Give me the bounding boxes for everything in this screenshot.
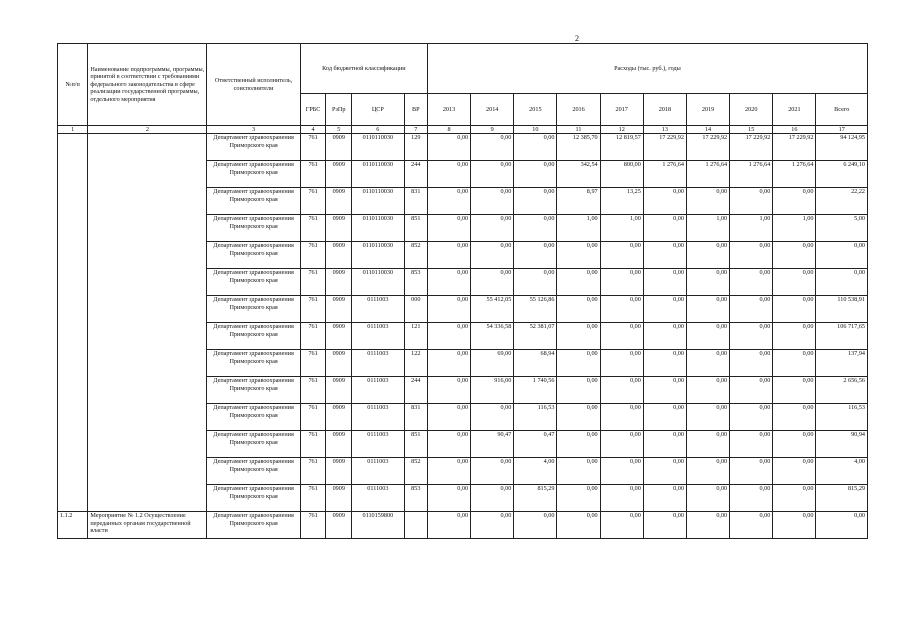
year-value: 0,00 — [427, 134, 470, 161]
responsible-executor: Департамент здравоохранения Приморского края — [207, 188, 300, 215]
year-value: 0,00 — [514, 512, 557, 539]
column-number: 1 — [58, 126, 88, 134]
year-value: 342,54 — [557, 161, 600, 188]
csr-code: 0110110030 — [352, 134, 405, 161]
year-value: 0,00 — [471, 188, 514, 215]
total-value: 106 717,65 — [816, 323, 868, 350]
year-value: 13,25 — [600, 188, 643, 215]
year-value: 0,00 — [773, 431, 816, 458]
year-value: 1 276,64 — [773, 161, 816, 188]
column-number: 12 — [600, 126, 643, 134]
year-value: 0,00 — [600, 512, 643, 539]
total-value: 2 656,56 — [816, 377, 868, 404]
total-value: 90,94 — [816, 431, 868, 458]
header-csr: ЦСР — [352, 94, 405, 126]
year-value: 1,00 — [730, 215, 773, 242]
year-value: 0,00 — [514, 188, 557, 215]
year-value: 0,00 — [643, 458, 686, 485]
year-value: 0,00 — [730, 350, 773, 377]
header-year: 2019 — [686, 94, 729, 126]
year-value: 0,00 — [557, 296, 600, 323]
grbs-code: 761 — [300, 242, 326, 269]
row-name-cell — [88, 134, 207, 512]
header-expenses: Расходы (тыс. руб.), годы — [427, 44, 867, 94]
year-value: 0,00 — [600, 269, 643, 296]
vr-code: 831 — [404, 188, 427, 215]
csr-code: 0111003 — [352, 350, 405, 377]
budget-table — [57, 43, 868, 539]
year-value: 0,00 — [557, 242, 600, 269]
year-value: 17 229,92 — [686, 134, 729, 161]
responsible-executor: Департамент здравоохранения Приморского края — [207, 269, 300, 296]
column-number: 8 — [427, 126, 470, 134]
csr-code: 0110159800 — [352, 512, 405, 539]
total-value: 5,00 — [816, 215, 868, 242]
rzpr-code: 0909 — [326, 269, 352, 296]
year-value: 55 126,86 — [514, 296, 557, 323]
year-value: 0,00 — [643, 296, 686, 323]
year-value: 0,00 — [730, 323, 773, 350]
rzpr-code: 0909 — [326, 404, 352, 431]
responsible-executor: Департамент здравоохранения Приморского края — [207, 458, 300, 485]
responsible-executor: Департамент здравоохранения Приморского края — [207, 350, 300, 377]
total-value: 94 124,95 — [816, 134, 868, 161]
rzpr-code: 0909 — [326, 458, 352, 485]
total-value: 6 249,10 — [816, 161, 868, 188]
year-value: 0,00 — [600, 458, 643, 485]
vr-code: 244 — [404, 161, 427, 188]
vr-code: 852 — [404, 242, 427, 269]
total-value: 22,22 — [816, 188, 868, 215]
responsible-executor: Департамент здравоохранения Приморского края — [207, 404, 300, 431]
year-value: 0,00 — [730, 485, 773, 512]
year-value: 12 819,57 — [600, 134, 643, 161]
year-value: 0,00 — [427, 215, 470, 242]
grbs-code: 761 — [300, 458, 326, 485]
column-number: 13 — [643, 126, 686, 134]
year-value: 0,00 — [643, 323, 686, 350]
header-num: №п/п — [58, 44, 88, 126]
year-value: 17 229,92 — [773, 134, 816, 161]
grbs-code: 761 — [300, 512, 326, 539]
year-value: 8,97 — [557, 188, 600, 215]
header-year: 2015 — [514, 94, 557, 126]
year-value: 0,00 — [471, 242, 514, 269]
column-number: 11 — [557, 126, 600, 134]
year-value: 0,00 — [557, 404, 600, 431]
header-year: 2014 — [471, 94, 514, 126]
row-name: Мероприятие № 1.2 Осуществление переданных органам государственной власти — [88, 512, 207, 539]
rzpr-code: 0909 — [326, 161, 352, 188]
csr-code: 0111003 — [352, 404, 405, 431]
column-number: 5 — [326, 126, 352, 134]
year-value: 0,00 — [730, 296, 773, 323]
vr-code: 122 — [404, 350, 427, 377]
year-value: 0,00 — [686, 269, 729, 296]
year-value: 0,00 — [427, 242, 470, 269]
year-value: 0,00 — [730, 242, 773, 269]
year-value: 0,00 — [773, 188, 816, 215]
grbs-code: 761 — [300, 269, 326, 296]
year-value: 0,00 — [427, 485, 470, 512]
year-value: 0,00 — [600, 350, 643, 377]
rzpr-code: 0909 — [326, 134, 352, 161]
csr-code: 0110110030 — [352, 269, 405, 296]
column-number: 17 — [816, 126, 868, 134]
header-grbs: ГРБС — [300, 94, 326, 126]
year-value: 0,00 — [643, 485, 686, 512]
responsible-executor: Департамент здравоохранения Приморского края — [207, 323, 300, 350]
year-value: 0,00 — [643, 215, 686, 242]
year-value: 54 336,58 — [471, 323, 514, 350]
year-value: 116,53 — [514, 404, 557, 431]
year-value: 0,00 — [643, 188, 686, 215]
year-value: 1,00 — [557, 215, 600, 242]
grbs-code: 761 — [300, 188, 326, 215]
column-number: 4 — [300, 126, 326, 134]
year-value: 0,00 — [557, 269, 600, 296]
year-value: 0,00 — [600, 242, 643, 269]
header-budget-code: Код бюджетной классификации — [300, 44, 427, 94]
responsible-executor: Департамент здравоохранения Приморского края — [207, 161, 300, 188]
year-value: 0,00 — [427, 377, 470, 404]
header-year: 2016 — [557, 94, 600, 126]
year-value: 0,00 — [686, 350, 729, 377]
grbs-code: 761 — [300, 350, 326, 377]
rzpr-code: 0909 — [326, 350, 352, 377]
year-value: 916,00 — [471, 377, 514, 404]
year-value: 0,00 — [643, 404, 686, 431]
year-value: 0,00 — [427, 512, 470, 539]
responsible-executor: Департамент здравоохранения Приморского края — [207, 512, 300, 539]
year-value: 0,00 — [427, 269, 470, 296]
table-row — [58, 512, 868, 539]
year-value: 0,00 — [773, 296, 816, 323]
rzpr-code: 0909 — [326, 215, 352, 242]
rzpr-code: 0909 — [326, 485, 352, 512]
responsible-executor: Департамент здравоохранения Приморского края — [207, 296, 300, 323]
year-value: 0,00 — [427, 296, 470, 323]
vr-code: 852 — [404, 458, 427, 485]
year-value: 0,00 — [427, 188, 470, 215]
header-year: 2013 — [427, 94, 470, 126]
csr-code: 0110110030 — [352, 161, 405, 188]
year-value: 0,00 — [773, 512, 816, 539]
year-value: 0,00 — [686, 188, 729, 215]
year-value: 0,00 — [557, 485, 600, 512]
rzpr-code: 0909 — [326, 431, 352, 458]
year-value: 1,00 — [773, 215, 816, 242]
year-value: 52 381,07 — [514, 323, 557, 350]
year-value: 1 276,64 — [643, 161, 686, 188]
year-value: 0,00 — [773, 242, 816, 269]
csr-code: 0110110030 — [352, 188, 405, 215]
year-value: 0,00 — [686, 485, 729, 512]
rzpr-code: 0909 — [326, 512, 352, 539]
grbs-code: 761 — [300, 323, 326, 350]
column-number: 2 — [88, 126, 207, 134]
year-value: 0,00 — [686, 323, 729, 350]
year-value: 0,00 — [557, 377, 600, 404]
year-value: 0,00 — [730, 404, 773, 431]
year-value: 0,00 — [514, 242, 557, 269]
header-year: 2018 — [643, 94, 686, 126]
rzpr-code: 0909 — [326, 242, 352, 269]
grbs-code: 761 — [300, 485, 326, 512]
year-value: 0,00 — [427, 431, 470, 458]
total-value: 110 538,91 — [816, 296, 868, 323]
year-value: 0,00 — [514, 161, 557, 188]
csr-code: 0111003 — [352, 485, 405, 512]
year-value: 0,00 — [427, 458, 470, 485]
year-value: 0,00 — [773, 323, 816, 350]
total-value: 4,00 — [816, 458, 868, 485]
year-value: 1,00 — [600, 215, 643, 242]
year-value: 1 276,64 — [730, 161, 773, 188]
total-value: 137,94 — [816, 350, 868, 377]
year-value: 0,00 — [600, 485, 643, 512]
total-value: 815,29 — [816, 485, 868, 512]
csr-code: 0111003 — [352, 296, 405, 323]
vr-code: 851 — [404, 431, 427, 458]
row-number: 1.1.2 — [58, 512, 88, 539]
csr-code: 0110110030 — [352, 215, 405, 242]
responsible-executor: Департамент здравоохранения Приморского края — [207, 134, 300, 161]
year-value: 0,00 — [686, 296, 729, 323]
year-value: 0,00 — [686, 512, 729, 539]
responsible-executor: Департамент здравоохранения Приморского края — [207, 485, 300, 512]
header-year: 2020 — [730, 94, 773, 126]
table-row — [58, 134, 868, 161]
csr-code: 0111003 — [352, 431, 405, 458]
header-rzpr: РзПр — [326, 94, 352, 126]
grbs-code: 761 — [300, 404, 326, 431]
row-number-cell — [58, 134, 88, 512]
vr-code: 853 — [404, 269, 427, 296]
year-value: 0,00 — [600, 323, 643, 350]
year-value: 0,00 — [471, 512, 514, 539]
year-value: 0,00 — [471, 404, 514, 431]
csr-code: 0111003 — [352, 377, 405, 404]
year-value: 0,00 — [427, 404, 470, 431]
year-value: 0,00 — [557, 323, 600, 350]
year-value: 0,47 — [514, 431, 557, 458]
year-value: 0,00 — [557, 512, 600, 539]
page-number: 2 — [575, 34, 579, 43]
grbs-code: 761 — [300, 215, 326, 242]
year-value: 0,00 — [773, 377, 816, 404]
year-value: 0,00 — [686, 431, 729, 458]
column-number: 7 — [404, 126, 427, 134]
grbs-code: 761 — [300, 296, 326, 323]
grbs-code: 761 — [300, 431, 326, 458]
year-value: 0,00 — [730, 188, 773, 215]
vr-code: 129 — [404, 134, 427, 161]
year-value: 1 276,64 — [686, 161, 729, 188]
rzpr-code: 0909 — [326, 377, 352, 404]
year-value: 0,00 — [557, 458, 600, 485]
column-number: 10 — [514, 126, 557, 134]
year-value: 815,29 — [514, 485, 557, 512]
year-value: 55 412,05 — [471, 296, 514, 323]
year-value: 0,00 — [427, 323, 470, 350]
vr-code: 831 — [404, 404, 427, 431]
year-value: 0,00 — [730, 269, 773, 296]
year-value: 0,00 — [471, 269, 514, 296]
responsible-executor: Департамент здравоохранения Приморского края — [207, 215, 300, 242]
year-value: 0,00 — [471, 161, 514, 188]
header-responsible: Ответственный исполнитель, соисполнители — [207, 44, 300, 126]
column-number: 16 — [773, 126, 816, 134]
responsible-executor: Департамент здравоохранения Приморского края — [207, 377, 300, 404]
vr-code: 851 — [404, 215, 427, 242]
year-value: 0,00 — [686, 404, 729, 431]
year-value: 0,00 — [773, 485, 816, 512]
year-value: 0,00 — [730, 458, 773, 485]
year-value: 0,00 — [600, 377, 643, 404]
year-value: 12 385,70 — [557, 134, 600, 161]
year-value: 0,00 — [600, 404, 643, 431]
year-value: 0,00 — [686, 458, 729, 485]
rzpr-code: 0909 — [326, 296, 352, 323]
year-value: 0,00 — [773, 404, 816, 431]
grbs-code: 761 — [300, 377, 326, 404]
year-value: 0,00 — [686, 377, 729, 404]
year-value: 0,00 — [773, 458, 816, 485]
year-value: 0,00 — [773, 350, 816, 377]
year-value: 0,00 — [730, 431, 773, 458]
year-value: 0,00 — [600, 431, 643, 458]
column-number: 6 — [352, 126, 405, 134]
header-total: Всего — [816, 94, 868, 126]
column-number: 3 — [207, 126, 300, 134]
vr-code: 121 — [404, 323, 427, 350]
vr-code: 244 — [404, 377, 427, 404]
total-value: 0,00 — [816, 242, 868, 269]
csr-code: 0111003 — [352, 458, 405, 485]
total-value: 0,00 — [816, 512, 868, 539]
year-value: 0,00 — [514, 134, 557, 161]
year-value: 0,00 — [557, 350, 600, 377]
column-number: 15 — [730, 126, 773, 134]
year-value: 0,00 — [471, 458, 514, 485]
year-value: 0,00 — [514, 215, 557, 242]
csr-code: 0110110030 — [352, 242, 405, 269]
column-number: 9 — [471, 126, 514, 134]
year-value: 0,00 — [643, 350, 686, 377]
csr-code: 0111003 — [352, 323, 405, 350]
year-value: 68,94 — [514, 350, 557, 377]
column-number: 14 — [686, 126, 729, 134]
header-vr: ВР — [404, 94, 427, 126]
year-value: 0,00 — [643, 431, 686, 458]
year-value: 69,00 — [471, 350, 514, 377]
header-year: 2017 — [600, 94, 643, 126]
year-value: 0,00 — [643, 269, 686, 296]
vr-code — [404, 512, 427, 539]
year-value: 0,00 — [471, 215, 514, 242]
year-value: 0,00 — [471, 134, 514, 161]
grbs-code: 761 — [300, 161, 326, 188]
responsible-executor: Департамент здравоохранения Приморского края — [207, 431, 300, 458]
year-value: 1 740,56 — [514, 377, 557, 404]
year-value: 0,00 — [427, 350, 470, 377]
year-value: 0,00 — [730, 512, 773, 539]
year-value: 0,00 — [557, 431, 600, 458]
year-value: 0,00 — [427, 161, 470, 188]
responsible-executor: Департамент здравоохранения Приморского края — [207, 242, 300, 269]
total-value: 0,00 — [816, 269, 868, 296]
year-value: 0,00 — [686, 242, 729, 269]
vr-code: 853 — [404, 485, 427, 512]
year-value: 0,00 — [643, 242, 686, 269]
total-value: 116,53 — [816, 404, 868, 431]
grbs-code: 761 — [300, 134, 326, 161]
year-value: 0,00 — [730, 377, 773, 404]
year-value: 4,00 — [514, 458, 557, 485]
year-value: 0,00 — [773, 269, 816, 296]
year-value: 90,47 — [471, 431, 514, 458]
year-value: 0,00 — [514, 269, 557, 296]
year-value: 0,00 — [471, 485, 514, 512]
year-value: 0,00 — [600, 296, 643, 323]
year-value: 0,00 — [643, 377, 686, 404]
vr-code: 000 — [404, 296, 427, 323]
year-value: 800,00 — [600, 161, 643, 188]
header-year: 2021 — [773, 94, 816, 126]
header-name: Наименование подпрограммы, программы, принятой в соответствии с требованиями федерального законодательства в сфере реализации государственной программы, отдельного мероприятия — [88, 44, 207, 126]
rzpr-code: 0909 — [326, 188, 352, 215]
rzpr-code: 0909 — [326, 323, 352, 350]
year-value: 17 229,92 — [643, 134, 686, 161]
year-value: 0,00 — [643, 512, 686, 539]
year-value: 17 229,92 — [730, 134, 773, 161]
year-value: 1,00 — [686, 215, 729, 242]
